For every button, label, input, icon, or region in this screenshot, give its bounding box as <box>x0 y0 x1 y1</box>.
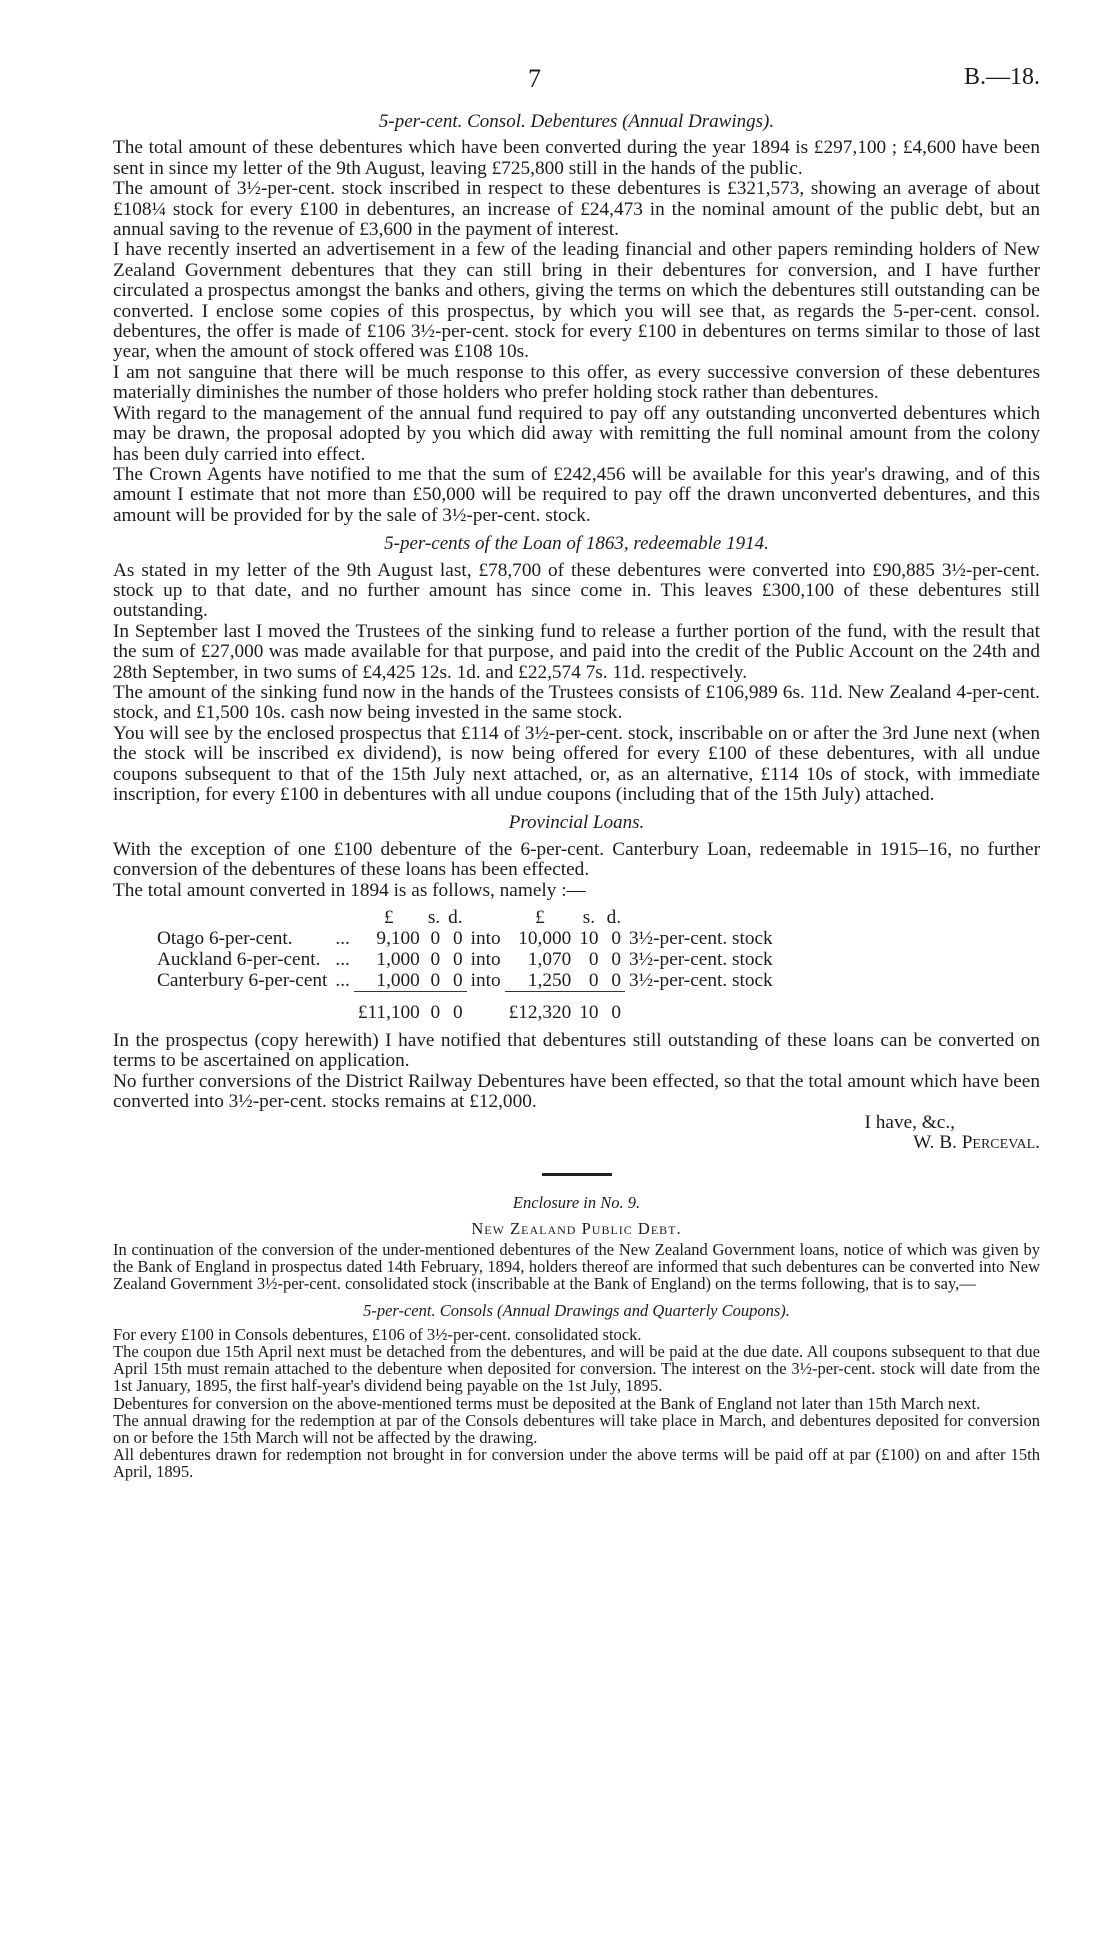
cell: 0 <box>611 949 622 971</box>
column-header: s. <box>427 907 441 929</box>
document-page <box>113 64 1040 1481</box>
section-divider <box>542 1173 612 1176</box>
paragraph: In September last I moved the Trustees of the sinking fund to release a further portion of the fund, with the result that the sum of £27,000 was made available for that purpose, and paid into the credit of the Public Account on the 24th and 28th September, in two sums of £4,425 12s. 1d. and £22,574 7s. 11d. respectively. <box>113 620 1040 683</box>
document-reference: B.—18. <box>963 64 1040 90</box>
cell: 10,000 <box>518 928 572 950</box>
paragraph: No further conversions of the District Railway Debentures have been effected, so that the total amount which have been converted into 3½-per-cent. stocks remains at £12,000. <box>113 1070 1040 1113</box>
section-heading-consol: 5-per-cent. Consol. Debentures (Annual Drawings). <box>378 111 775 132</box>
cell: 0 <box>611 970 622 992</box>
cell: 1,000 <box>376 970 420 992</box>
enclosure-paragraph: Debentures for conversion on the above-mentioned terms must be deposited at the Bank of England not later than 15th March next. <box>113 1393 981 1413</box>
enclosure-paragraph: All debentures drawn for redemption not brought in for conversion under the above terms will be paid off at par (£100) on and after 15th April, 1895. <box>113 1445 1040 1482</box>
column-header: £ <box>535 907 545 929</box>
total-row <box>153 992 777 1024</box>
enclosure-heading: Enclosure in No. 9. <box>512 1193 641 1213</box>
column-header: d. <box>448 907 463 929</box>
loan-name: Auckland 6-per-cent. <box>157 949 321 971</box>
cell: 1,070 <box>527 949 572 971</box>
total-cell: 0 <box>603 992 625 1024</box>
cell: 1,250 <box>527 970 572 992</box>
cell: 10 <box>579 928 599 950</box>
conversion-table <box>153 907 777 1023</box>
leader-dots: ... <box>335 928 350 950</box>
cell: 0 <box>452 970 463 992</box>
cell: into <box>470 949 501 971</box>
paragraph: The amount of 3½-per-cent. stock inscribed in respect to these debentures is £321,573, showing an average of about £108¼ stock for every £100 in debentures, an increase of £24,473 in the nominal amount of the public debt, but an annual saving to the revenue of £3,600 in the payment of interest. <box>113 178 1040 241</box>
signature: W. B. Perceval. <box>913 1132 1040 1154</box>
cell: 3½-per-cent. stock <box>629 928 773 950</box>
leader-dots: ... <box>335 970 350 992</box>
page-header <box>113 64 1040 104</box>
section-heading-loan-1863: 5-per-cents of the Loan of 1863, redeemable 1914. <box>384 533 769 555</box>
cell: 0 <box>430 970 441 992</box>
total-cell: 0 <box>444 992 466 1024</box>
loan-name: Otago 6-per-cent. <box>157 928 293 950</box>
leader-dots: ... <box>335 949 350 971</box>
cell: 0 <box>588 970 599 992</box>
cell: 0 <box>588 949 599 971</box>
paragraph: With the exception of one £100 debenture of the 6-per-cent. Canterbury Loan, redeemable in 1915–16, no further conversion of the debentures of these loans has been effected. <box>113 838 1040 881</box>
page-number: 7 <box>528 64 541 93</box>
paragraph: With regard to the management of the annual fund required to pay off any outstanding unconverted debentures which may be drawn, the proposal adopted by you which did away with remitting the full nominal amount from the colony has been duly carried into effect. <box>113 402 1040 465</box>
enclosure-paragraph: The annual drawing for the redemption at par of the Consols debentures will take place in March, and debentures deposited for conversion on or before the 15th March will not be affected by the drawing. <box>113 1410 1040 1447</box>
table-row <box>153 928 777 949</box>
closing: I have, &c., <box>864 1111 955 1133</box>
paragraph: As stated in my letter of the 9th August last, £78,700 of these debentures were converted into £90,885 3½-per-cent. stock up to that date, and no further amount has since come in. This leaves £300,100 of these debentures still outstanding. <box>113 559 1040 622</box>
enclosure-subheading: 5-per-cent. Consols (Annual Drawings and Quarterly Coupons). <box>363 1301 790 1321</box>
paragraph: In the prospectus (copy herewith) I have notified that debentures still outstanding of these loans can be converted on terms to be ascertained on application. <box>113 1030 1040 1072</box>
enclosure-paragraph: The coupon due 15th April next must be detached from the debentures, and will be paid at the due date. All coupons subsequent to that due April 15th must remain attached to the debenture when deposited for conversion. The interest on the 3½-per-cent. stock will date from the 1st January, 1895, the first half-year's dividend being payable on the 1st July, 1895. <box>113 1341 1040 1396</box>
cell: 1,000 <box>376 949 420 971</box>
enclosure <box>113 1194 1040 1480</box>
table-row <box>153 949 777 970</box>
paragraph: The total amount of these debentures which have been converted during the year 1894 is £297,100 ; £4,600 have been sent in since my letter of the 9th August, leaving £725,800 still in the hands of the public. <box>113 137 1040 179</box>
column-header: s. <box>582 907 596 929</box>
paragraph: The amount of the sinking fund now in the hands of the Trustees consists of £106,989 6s. 11d. New Zealand 4-per-cent. stock, and £1,500 10s. cash now being invested in the same stock. <box>113 681 1040 724</box>
table-header-row <box>153 907 777 928</box>
cell: 3½-per-cent. stock <box>629 949 773 971</box>
total-cell: £11,100 <box>354 992 424 1024</box>
cell: 0 <box>430 928 441 950</box>
paragraph: The total amount converted in 1894 is as follows, namely :— <box>113 879 586 901</box>
cell: into <box>470 928 501 950</box>
paragraph: I am not sanguine that there will be much response to this offer, as every successive conversion of these debentures materially diminishes the number of those holders who prefer holding stock rather than debentures. <box>113 361 1040 404</box>
enclosure-paragraph: For every £100 in Consols debentures, £106 of 3½-per-cent. consolidated stock. <box>113 1324 642 1344</box>
table-row <box>153 970 777 992</box>
cell: 0 <box>611 928 622 950</box>
column-header: d. <box>606 907 622 929</box>
paragraph: I have recently inserted an advertisement in a few of the leading financial and other papers reminding holders of New Zealand Government debentures that they can still bring in their debentures for conversion, and I have further circulated a prospectus amongst the banks and others, giving the terms on which the debentures still outstanding can be converted. I enclose some copies of this prospectus, by which you will see that, as regards the 5-per-cent. consol. debentures, the offer is made of £106 3½-per-cent. stock for every £100 in debentures on terms similar to those of last year, when the amount of stock offered was £108 10s. <box>113 239 1040 363</box>
cell: 3½-per-cent. stock <box>629 970 773 992</box>
section-heading-provincial: Provincial Loans. <box>508 812 645 834</box>
cell: 0 <box>452 928 463 950</box>
cell: into <box>470 970 501 992</box>
cell: 0 <box>452 949 463 971</box>
paragraph: You will see by the enclosed prospectus that £114 of 3½-per-cent. stock, inscribable on or after the 3rd June next (when the stock will be inscribed ex dividend), is now being offered for every £100 of these debentures, with all undue coupons subsequent to that of the 15th July next attached, or, as an alternative, £114 10s of stock, with immediate inscription, for every £100 in debentures with all undue coupons (including that of the 15th July) attached. <box>113 722 1040 805</box>
cell: 0 <box>430 949 441 971</box>
column-header: £ <box>384 907 394 929</box>
loan-name: Canterbury 6-per-cent <box>157 970 328 992</box>
total-cell: 0 <box>424 992 444 1024</box>
paragraph: The Crown Agents have notified to me that the sum of £242,456 will be available for this year's drawing, and of this amount I estimate that not more than £50,000 will be required to pay off the drawn unconverted debentures, and this amount will be provided for by the sale of 3½-per-cent. stock. <box>113 463 1040 526</box>
total-cell: £12,320 <box>505 992 576 1024</box>
total-cell: 10 <box>575 992 602 1024</box>
cell: 9,100 <box>376 928 420 950</box>
enclosure-intro: In continuation of the conversion of the under-mentioned debentures of the New Zealand Government loans, notice of which was given by the Bank of England in prospectus dated 14th February, 1894, holders thereof are informed that such debentures can be converted into New Zealand Government 3½-per-cent. consolidated stock (inscribable at the Bank of England) on the terms following, that is to say,— <box>113 1239 1040 1294</box>
enclosure-title: New Zealand Public Debt. <box>471 1218 682 1238</box>
letter-body <box>113 112 1040 1153</box>
